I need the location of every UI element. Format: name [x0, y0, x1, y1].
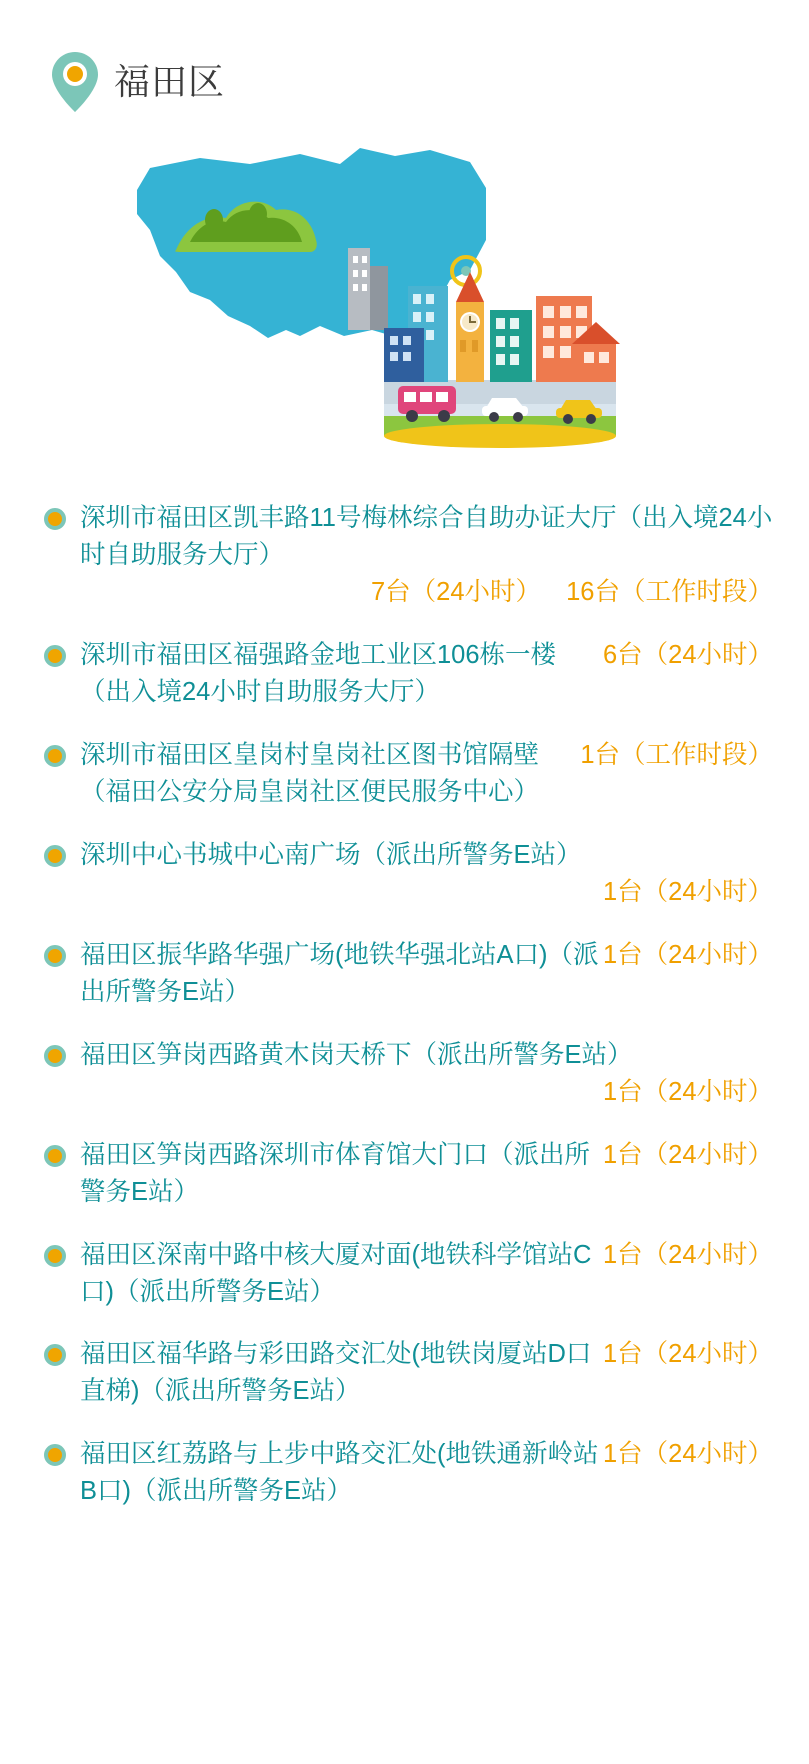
- list-item-body: [80, 1436, 773, 1510]
- list-item: [44, 737, 773, 811]
- bullet-icon: [44, 1145, 66, 1167]
- bullet-icon: [44, 845, 66, 867]
- map-label: Futian: [176, 392, 299, 439]
- list-item-body: [80, 837, 773, 911]
- device-count: 1台（24小时）: [602, 1140, 773, 1169]
- bullet-icon: [44, 508, 66, 530]
- bullet-icon: [44, 1045, 66, 1067]
- location-address: 深圳市福田区福强路金地工业区106栋一楼（出入境24小时自助服务大厅）: [80, 640, 557, 706]
- bullet-icon: [44, 645, 66, 667]
- list-item: [44, 500, 773, 611]
- bullet-icon: [44, 1245, 66, 1267]
- location-address: 福田区福华路与彩田路交汇处(地铁岗厦站D口直梯)（派出所警务E站）: [80, 1340, 592, 1406]
- device-count: 6台（24小时）: [602, 640, 773, 669]
- device-count: 1台（24小时）: [602, 1340, 773, 1369]
- map-pin-icon: [52, 52, 98, 112]
- location-address: 深圳市福田区凯丰路11号梅林综合自助办证大厅（出入境24小时自助服务大厅）: [80, 504, 773, 569]
- location-address: 福田区红荔路与上步中路交汇处(地铁通新岭站B口)（派出所警务E站）: [80, 1440, 599, 1506]
- device-count: 1台（24小时）: [602, 940, 773, 969]
- list-item-body: [80, 637, 773, 711]
- bullet-icon: [44, 945, 66, 967]
- list-item: [44, 1037, 773, 1111]
- list-item-body: [80, 1037, 773, 1111]
- device-count: 1台（24小时）: [602, 1440, 773, 1469]
- device-count: 1台（24小时）: [602, 877, 773, 906]
- page-header: [0, 0, 809, 112]
- location-list: [0, 470, 809, 1576]
- device-count: 1台（24小时）: [602, 1077, 773, 1106]
- list-item-body: [80, 1237, 773, 1311]
- device-count: 1台（24小时）: [602, 1240, 773, 1269]
- location-address: 福田区深南中路中核大厦对面(地铁科学馆站C口)（派出所警务E站）: [80, 1240, 592, 1306]
- location-address: 福田区振华路华强广场(地铁华强北站A口)（派出所警务E站）: [80, 940, 599, 1006]
- location-address: 福田区笋岗西路深圳市体育馆大门口（派出所警务E站）: [80, 1140, 591, 1206]
- list-item: [44, 637, 773, 711]
- list-item-body: [80, 737, 773, 811]
- page-title: 福田区: [114, 61, 226, 102]
- list-item: [44, 1237, 773, 1311]
- device-count: 7台（24小时）: [370, 577, 542, 606]
- futian-illustration: [0, 130, 809, 470]
- location-address: 深圳市福田区皇岗村皇岗社区图书馆隔壁（福田公安分局皇岗社区便民服务中心）: [80, 740, 540, 806]
- device-count: 16台（工作时段）: [566, 577, 773, 606]
- bullet-icon: [44, 1344, 66, 1366]
- list-item: [44, 937, 773, 1011]
- list-item: [44, 1436, 773, 1510]
- list-item-body: [80, 1336, 773, 1410]
- bullet-icon: [44, 1444, 66, 1466]
- list-item-body: [80, 1137, 773, 1211]
- list-item: [44, 837, 773, 911]
- list-item-body: [80, 937, 773, 1011]
- device-count: 1台（工作时段）: [580, 740, 773, 769]
- list-item: [44, 1336, 773, 1410]
- location-address: 福田区笋岗西路黄木岗天桥下（派出所警务E站）: [80, 1040, 633, 1069]
- list-item: [44, 1137, 773, 1211]
- bullet-icon: [44, 745, 66, 767]
- location-address: 深圳中心书城中心南广场（派出所警务E站）: [80, 840, 582, 869]
- list-item-body: [80, 500, 773, 611]
